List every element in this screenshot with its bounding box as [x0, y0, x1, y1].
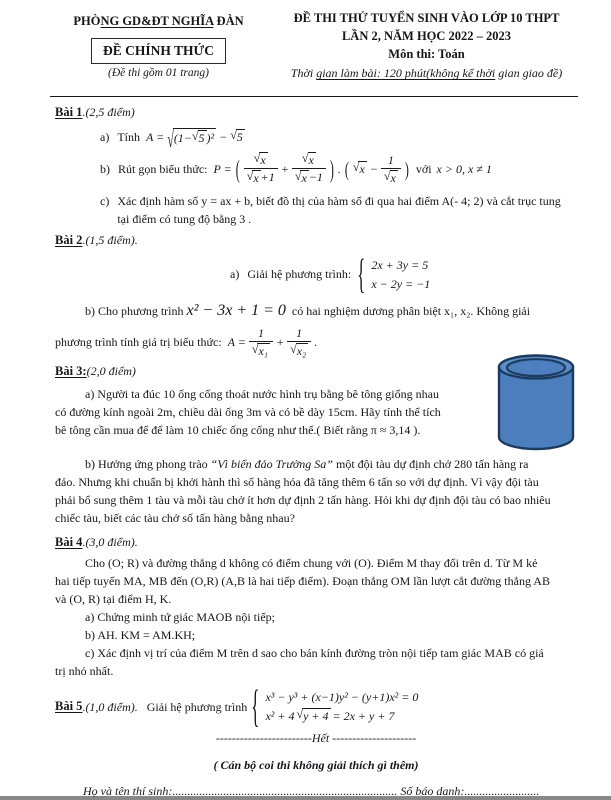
open-paren: ( — [235, 154, 240, 184]
times-dot: . — [337, 162, 341, 176]
duration-line — [276, 64, 577, 82]
system-brace: { — [251, 680, 260, 732]
close-paren: ) — [329, 154, 334, 184]
text-run: một đội tàu dự định chở 280 tấn hàng ra — [332, 456, 529, 471]
system-lines — [265, 688, 418, 725]
numerator: 1 — [257, 325, 264, 340]
candidate-line — [83, 782, 577, 800]
formula-2b — [228, 326, 318, 359]
text-line: đảo. Nhưng khi chuẩn bị khởi hành thì số hàng hóa đã tăng thêm 6 tấn so với dự định. Vì vậy đội tàu — [55, 474, 539, 489]
problem-3a — [55, 381, 577, 452]
problem-1-heading — [55, 103, 577, 122]
system-lines — [371, 256, 430, 293]
denominator — [287, 341, 311, 359]
radical-sign: √ — [230, 128, 237, 142]
item-lead: Giải hệ phương trình — [146, 699, 248, 714]
problem-5-label: Bài 5 — [55, 699, 83, 714]
radical-sign: √ — [294, 169, 302, 183]
problem-5-row — [55, 680, 577, 732]
problem-4c — [55, 644, 577, 680]
equation-line — [265, 707, 394, 725]
candidate-id-label: Số báo danh: — [397, 784, 465, 799]
pipe-top-inner-ellipse — [507, 359, 565, 376]
sqrt-radical — [247, 170, 261, 186]
denominator — [249, 341, 273, 359]
text-line: Cho (O; R) và đường thẳng d không có điểm chung với (O). Điểm M thay đổi trên d. Từ M kẻ — [85, 556, 538, 571]
fraction — [287, 326, 311, 359]
denominator — [244, 168, 278, 186]
problem-1b — [100, 152, 577, 186]
radicand — [173, 128, 216, 146]
formula-lhs: A = — [227, 335, 246, 350]
candidate-name-dots: ........................................................................... — [172, 784, 398, 799]
sqrt-radical — [254, 152, 268, 168]
text-line: chiếc tàu, biết các tàu chở số tấn hàng bằng nhau? — [55, 510, 295, 525]
item-text — [117, 192, 560, 228]
formula-1a — [146, 126, 245, 153]
sqrt-radical — [295, 170, 309, 186]
problem-5 — [55, 680, 577, 732]
problem-2-heading — [55, 231, 577, 250]
radicand: x₁ — [258, 343, 268, 358]
fraction — [244, 152, 278, 186]
radical-sign: √ — [167, 126, 174, 153]
radicand-text: )² — [206, 130, 215, 145]
org-text-pre: PHÒ — [73, 14, 101, 28]
problem-3-label: Bài 3: — [55, 363, 87, 378]
denominator — [292, 168, 326, 186]
item-lead: Tính — [117, 130, 140, 144]
equation-run: = 2x + y + 7 — [332, 709, 395, 724]
problem-2a — [230, 250, 577, 297]
radical-sign: √ — [383, 168, 391, 183]
text-line: phải bổ sung thêm 1 tàu và mỗi tàu chở ít hơn dự định 2 tấn hàng. Hỏi khi dự định đội tàu có bao nhiêu — [55, 492, 551, 507]
text-line: a) Người ta đúc 10 ống cống thoát nước hình trụ bằng bê tông giống nhau — [85, 386, 439, 401]
sqrt-radical — [296, 708, 330, 724]
problem-1 — [55, 103, 577, 228]
numerator: 1 — [387, 152, 394, 167]
official-exam-label: ĐỀ CHÍNH THỨC — [102, 42, 214, 58]
radical-sign: √ — [352, 160, 360, 174]
radical-sign: √ — [191, 129, 199, 143]
header-left — [41, 10, 276, 82]
official-exam-box — [91, 38, 226, 64]
page-count-note: (Đề thi gồm 01 trang) — [108, 67, 209, 79]
subject-line: Môn thi: Toán — [388, 46, 465, 61]
problem-4a: a) Chứng minh tứ giác MAOB nội tiếp; — [85, 610, 275, 625]
item-lead: Giải hệ phương trình: — [247, 267, 352, 282]
sqrt-radical — [167, 126, 216, 153]
equation-line: x³ − y³ + (x−1)y² − (y+1)x² = 0 — [265, 690, 419, 705]
problem-4-points: .(3,0 điểm). — [82, 534, 138, 549]
end-word: Hết — [311, 731, 330, 746]
radical-sign: √ — [246, 169, 254, 183]
text-run: b) Cho phương trình — [85, 303, 184, 318]
text-run: phương trình tính giá trị biểu thức: — [55, 335, 222, 350]
problem-2 — [55, 231, 577, 359]
org-text-underlined: NG GD&ĐT NGHĨA — [100, 14, 214, 28]
candidate-id-dots: ......................... — [464, 784, 540, 799]
radical-sign: √ — [290, 341, 297, 356]
problem-4-heading — [55, 533, 577, 552]
fraction — [292, 152, 326, 186]
quoted-title: “Vì biển đảo Trường Sa” — [210, 456, 333, 471]
fraction — [381, 153, 401, 186]
equation-line: 2x + 3y = 5 — [371, 257, 429, 272]
sqrt-radical — [384, 170, 398, 186]
dashes: --------------------- — [329, 731, 417, 746]
radicand: x — [260, 153, 266, 167]
period: . — [314, 335, 318, 350]
radical-sign: √ — [296, 707, 304, 722]
radical-sign: √ — [301, 151, 309, 165]
equation-line: x − 2y = −1 — [371, 276, 431, 291]
text-run: có hai nghiệm dương phân biệt x₁, x₂. Không giải — [291, 303, 531, 318]
open-paren: ( — [344, 157, 349, 181]
equation-run: x² + 4 — [265, 709, 295, 724]
header-right — [276, 10, 577, 82]
system-brace: { — [357, 250, 366, 297]
problem-1-label: Bài 1 — [55, 105, 83, 120]
dashes: ------------------------ — [215, 731, 312, 746]
numerator: 1 — [296, 325, 303, 340]
radicand-text: (1− — [173, 130, 192, 145]
issuing-department — [41, 12, 276, 31]
problem-2-label: Bài 2 — [55, 233, 83, 247]
sqrt-radical — [192, 130, 207, 146]
concrete-pipe-figure — [495, 353, 577, 452]
text-run: b) Hưởng ứng phong trào — [85, 456, 211, 471]
numerator — [251, 152, 271, 168]
text-line — [55, 299, 577, 323]
sqrt-radical — [252, 343, 270, 359]
end-line — [55, 729, 577, 747]
header-divider — [50, 96, 578, 97]
exam-title: ĐỀ THI THỬ TUYỂN SINH VÀO LỚP 10 THPT — [293, 11, 560, 25]
text-line: và (O, R) tại điểm H, K. — [55, 592, 172, 607]
text-line: tại điểm có tung độ bằng 3 . — [117, 212, 252, 226]
duration-post: gian giao đề) — [495, 66, 563, 81]
radicand: x — [308, 153, 314, 167]
radicand: x — [301, 171, 307, 185]
text-line: hai tiếp tuyến MA, MB đến (O,R) (A,B là hai tiếp điểm). Đoạn thẳng OM lần lượt cắt đường thẳng AB — [55, 574, 550, 589]
minus-sign: − — [369, 162, 378, 176]
item-lead: Rút gọn biểu thức: — [118, 162, 208, 176]
problem-3 — [55, 362, 577, 527]
candidate-name-label: Họ và tên thí sinh: — [83, 784, 173, 799]
duration-underlined: gian làm bài: 120 phút(không kể thời — [316, 66, 496, 81]
problem-2-points: .(1,5 điểm). — [82, 233, 138, 247]
plus-sign: + — [280, 162, 289, 176]
text-line: Xác định hàm số y = ax + b, biết đồ thị của hàm số đi qua hai điểm A(- 4; 2) và cắt trục tung — [117, 194, 561, 208]
sqrt-radical — [302, 152, 316, 168]
fraction — [249, 326, 273, 359]
radicand: x — [359, 162, 365, 176]
text-line — [55, 455, 577, 473]
problem-4-label: Bài 4 — [55, 534, 83, 549]
text-line: c) Xác định vị trí của điểm M trên d sao cho bán kính đường tròn nội tiếp tam giác MAB có giá — [85, 646, 544, 661]
exam-header — [41, 10, 577, 82]
item-marker: c) — [100, 194, 110, 208]
sqrt-radical — [353, 161, 367, 177]
radical-sign: √ — [251, 341, 259, 356]
org-text-post: ĐÀN — [213, 14, 244, 28]
radicand: x — [253, 171, 259, 185]
item-text — [55, 385, 481, 439]
problem-1c — [100, 192, 577, 228]
formula-lhs: A = — [146, 130, 165, 144]
item-marker: a) — [230, 267, 240, 282]
problem-1a — [100, 126, 577, 153]
condition-text: x > 0, x ≠ 1 — [436, 162, 492, 176]
radicand: x — [390, 170, 396, 185]
equation-system — [251, 680, 419, 732]
equation-system — [357, 250, 431, 297]
radicand: 5 — [236, 130, 243, 144]
condition-lead: với — [415, 162, 432, 176]
text-line: có đường kính ngoài 2m, chiều dài ống 3m và có bề dày 15cm. Hãy tính thể tích — [55, 404, 441, 419]
item-marker: a) — [100, 130, 110, 144]
denominator-text: +1 — [260, 170, 275, 184]
sqrt-radical — [290, 343, 308, 359]
radicand: 5 — [198, 131, 205, 145]
problem-4b: b) AH. KM = AM.KH; — [85, 628, 196, 643]
duration-pre: Thời — [290, 66, 317, 81]
exam-round: LẦN 2, NĂM HỌC 2022 – 2023 — [341, 28, 512, 43]
problem-1-points: .(2,5 điểm) — [82, 105, 135, 120]
radicand: x₂ — [296, 343, 307, 358]
problem-4-intro — [55, 554, 577, 608]
problem-5-points: .(1,0 điểm). — [82, 699, 138, 714]
formula-1b — [214, 152, 410, 186]
close-paren: ) — [404, 157, 409, 181]
radicand: y + 4 — [303, 709, 329, 724]
problem-2b — [55, 299, 577, 359]
inline-equation: x² − 3x + 1 = 0 — [186, 301, 286, 319]
plus-sign: + — [275, 335, 285, 350]
minus-sign: − — [219, 130, 228, 144]
problem-3b — [55, 455, 577, 527]
problem-3-points: (2,0 điểm) — [86, 363, 136, 378]
numerator — [299, 152, 319, 168]
sqrt-radical — [230, 129, 245, 145]
radical-sign: √ — [253, 151, 261, 165]
text-line: bê tông cần mua để để làm 10 chiếc ống cống như thế.( Biết rằng π ≈ 3,14 ). — [55, 422, 421, 437]
proctor-note: ( Cán bộ coi thi không giải thích gì thêm) — [213, 758, 419, 773]
item-marker: b) — [100, 162, 110, 176]
problem-4 — [55, 533, 577, 681]
denominator-text: −1 — [308, 170, 323, 184]
text-line: trị nhỏ nhất. — [55, 664, 114, 679]
denominator — [381, 168, 401, 186]
formula-lhs: P = — [213, 162, 232, 176]
